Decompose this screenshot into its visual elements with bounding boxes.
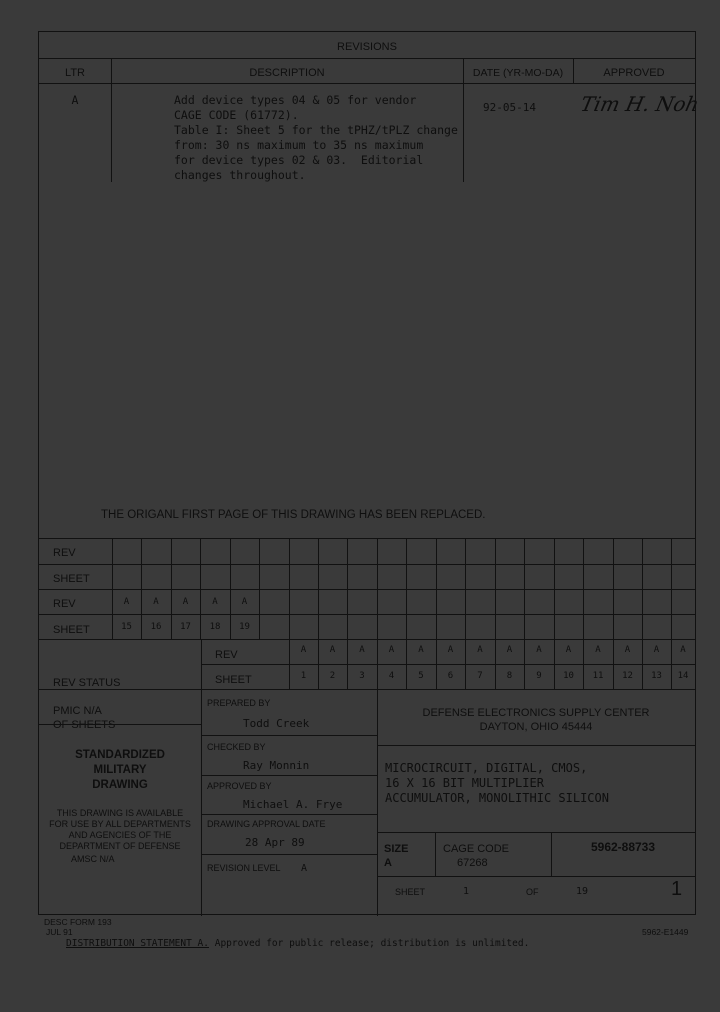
main-rev-cell: A [477, 645, 483, 655]
revision-description [174, 93, 458, 183]
main-rev-cell: A [418, 645, 424, 655]
rev-cell: A [182, 597, 189, 607]
main-sheet-cell: 11 [592, 671, 604, 681]
drawing-number: 5962-88733 [590, 840, 656, 854]
amsc-label: AMSC N/A [71, 854, 115, 864]
agency-line-1: DEFENSE ELECTRONICS SUPPLY CENTER [422, 707, 650, 719]
main-rev-cell: A [506, 645, 513, 655]
main-sheet-cell: 14 [677, 671, 689, 681]
sheet-label-2: SHEET [53, 624, 90, 636]
sheet-label-main: SHEET [215, 674, 252, 686]
checked-by-label: CHECKED BY [207, 742, 266, 752]
prepared-by-label: PREPARED BY [207, 698, 271, 708]
main-sheet-cell: 9 [536, 671, 542, 681]
document-code: 5962-E1449 [642, 927, 689, 937]
revision-level: A [301, 863, 308, 874]
main-rev-cell: A [447, 645, 454, 655]
main-rev-cell: A [624, 645, 631, 655]
avail-line: AND AGENCIES OF THE [68, 830, 172, 840]
main-sheet-cell: 13 [651, 671, 662, 681]
rev-label-1: REV [53, 547, 76, 559]
main-sheet-cell: 6 [447, 671, 454, 681]
main-rev-cell: A [329, 645, 336, 655]
main-sheet-cell: 5 [418, 671, 424, 681]
main-rev-cell: A [653, 645, 660, 655]
main-rev-cell: A [565, 645, 572, 655]
form-line-2: JUL 91 [46, 927, 73, 937]
prepared-by: Todd Creek [243, 717, 310, 730]
page-mark: 1 [671, 878, 683, 900]
form-line-1: DESC FORM 193 [44, 917, 112, 927]
sheet-label: SHEET [395, 887, 426, 897]
revisions-title: REVISIONS [337, 41, 397, 53]
approval-date-label: DRAWING APPROVAL DATE [207, 819, 326, 829]
std-line-1: STANDARDIZED [75, 749, 165, 761]
of-label: OF [526, 887, 539, 897]
main-rev-cell: A [388, 645, 395, 655]
main-sheet-cell: 10 [563, 671, 574, 681]
approval-signature: Tim H. Noh [578, 92, 702, 116]
main-sheet-cell: 3 [359, 671, 365, 681]
revision-level-label: REVISION LEVEL [207, 863, 281, 873]
cage-label: CAGE CODE [443, 843, 510, 855]
main-rev-cell: A [680, 645, 686, 655]
rev-cell: A [212, 597, 218, 607]
revision-date: 92-05-14 [483, 101, 536, 114]
form-number [44, 917, 112, 937]
rev-cell: A [241, 597, 248, 607]
main-sheet-cell: 7 [477, 671, 483, 681]
approval-date: 28 Apr 89 [245, 836, 305, 849]
std-line-3: DRAWING [92, 779, 148, 791]
main-sheet-cell: 8 [506, 671, 513, 681]
distribution-text: Approved for public release; distribution is unlimited. [209, 938, 530, 949]
approved-header: APPROVED [603, 67, 665, 79]
rev-status-line-1: REV STATUS [53, 677, 121, 689]
pmic-label: PMIC N/A [53, 705, 102, 717]
avail-line: FOR USE BY ALL DEPARTMENTS [49, 819, 191, 829]
availability-note [39, 808, 201, 852]
sheet-cell: 18 [209, 622, 221, 632]
sheet-cell: 17 [180, 622, 191, 632]
description-line: from: 30 ns maximum to 35 ns maximum [174, 138, 424, 152]
std-line-2: MILITARY [93, 764, 147, 776]
cage-value: 67268 [457, 857, 488, 869]
sheet-cell: 19 [239, 622, 250, 632]
size-block [384, 842, 408, 870]
main-sheet-cell: 1 [300, 671, 307, 681]
sheet-cell: 16 [150, 622, 162, 632]
sheet-number: 1 [463, 886, 470, 897]
main-rev-cell: A [359, 645, 365, 655]
rev-label-main: REV [215, 649, 238, 661]
avail-line: THIS DRAWING IS AVAILABLE [56, 808, 184, 818]
main-rev-cell: A [595, 645, 601, 655]
cage-block [443, 842, 509, 870]
of-number: 19 [576, 886, 589, 897]
main-sheet-cell: 12 [622, 671, 633, 681]
approved-by-label: APPROVED BY [207, 781, 272, 791]
rev-status-line-2: OF SHEETS [53, 719, 116, 731]
size-label: SIZE [384, 843, 409, 855]
drawing-title [385, 761, 609, 806]
rev-cell: A [123, 597, 130, 607]
size-value: A [384, 857, 392, 869]
description-line: for device types 02 & 03. Editorial [174, 153, 424, 167]
rev-cell: A [153, 597, 159, 607]
avail-line: DEPARTMENT OF DEFENSE [59, 841, 181, 851]
sheet-cell: 15 [121, 622, 132, 632]
approved-by: Michael A. Frye [243, 798, 343, 811]
description-line: CAGE CODE (61772). [174, 108, 299, 122]
title-line: ACCUMULATOR, MONOLITHIC SILICON [385, 791, 609, 805]
description-line: Add device types 04 & 05 for vendor [174, 93, 417, 107]
description-header: DESCRIPTION [249, 67, 325, 79]
drawing-frame [38, 31, 702, 915]
ltr-header: LTR [65, 67, 85, 79]
date-header: DATE (YR-MO-DA) [472, 67, 564, 79]
rev-label-2: REV [53, 598, 76, 610]
main-rev-cell: A [300, 645, 307, 655]
main-rev-cell: A [536, 645, 542, 655]
distribution-statement [66, 938, 529, 949]
main-sheet-cell: 4 [388, 671, 395, 681]
title-line: MICROCIRCUIT, DIGITAL, CMOS, [385, 761, 588, 775]
sheet-label-1: SHEET [53, 573, 90, 585]
revision-ltr: A [71, 93, 79, 107]
main-sheet-cell: 2 [329, 671, 336, 681]
title-line: 16 X 16 BIT MULTIPLIER [385, 776, 544, 790]
agency-block [377, 706, 695, 734]
checked-by: Ray Monnin [243, 759, 310, 772]
description-line: changes throughout. [174, 168, 306, 182]
description-line: Table I: Sheet 5 for the tPHZ/tPLZ change [174, 123, 458, 137]
replaced-note: THE ORIGANL FIRST PAGE OF THIS DRAWING HAS BEEN REPLACED. [101, 509, 486, 521]
agency-line-2: DAYTON, OHIO 45444 [479, 721, 593, 733]
distribution-label: DISTRIBUTION STATEMENT A. [66, 938, 209, 949]
standardized-military-drawing [39, 748, 201, 793]
